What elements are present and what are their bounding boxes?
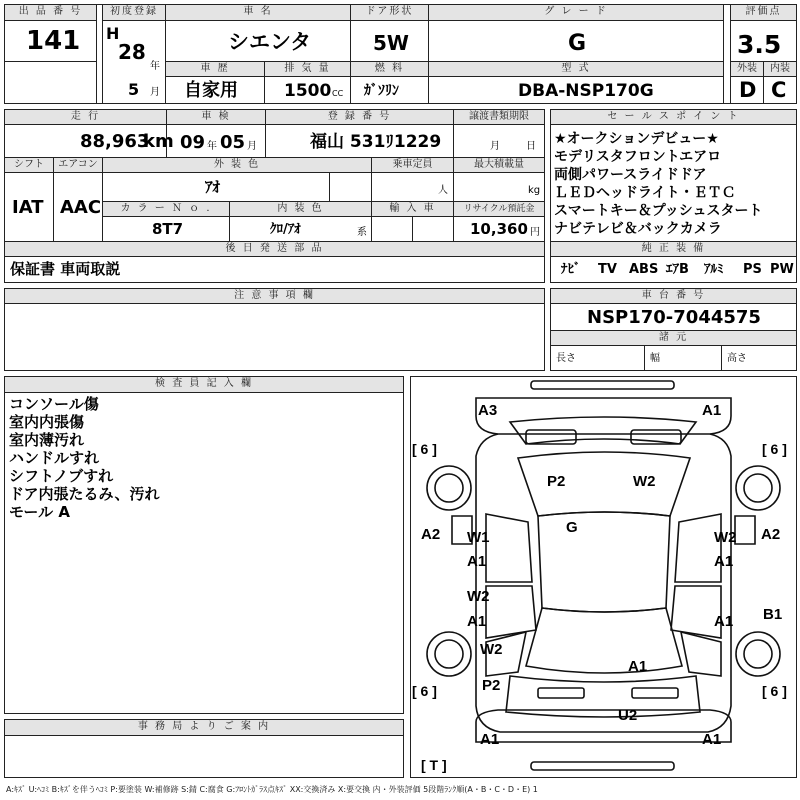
mark-a1-left-front: A1 xyxy=(467,553,487,570)
mark-a2-left-fender: A2 xyxy=(421,526,441,543)
taillight-right xyxy=(632,688,678,698)
tire-rear-right xyxy=(736,632,780,676)
mark-a3: A3 xyxy=(478,402,498,419)
type-code: DBA-NSP170G xyxy=(518,81,654,101)
mileage-value: 88,963 xyxy=(80,131,150,152)
history-header: 車 歴 xyxy=(165,61,265,77)
mark-a1-rear-right: A1 xyxy=(702,731,722,748)
color-no-header: カ ラ ー Ｎ ｏ . xyxy=(102,201,230,217)
model-header: 車 名 xyxy=(165,4,351,21)
color-no-value: 8T7 xyxy=(152,220,184,238)
fuel-header: 燃 料 xyxy=(350,61,429,77)
mark-w2-left-quarter: W2 xyxy=(480,641,503,658)
tire-rear-left-inner xyxy=(435,640,463,668)
windshield xyxy=(518,452,690,516)
body-outline xyxy=(476,434,734,732)
inspector-line-0: コンソール傷 xyxy=(9,395,99,413)
transfer-header: 譲渡書類期限 xyxy=(453,109,545,125)
displacement-value: 1500 xyxy=(284,81,332,101)
era-label: H xyxy=(106,24,120,43)
equip-tv: TV xyxy=(598,262,617,277)
mark-u2-rear: U2 xyxy=(618,707,638,724)
mark-g-windshield: G xyxy=(566,519,578,536)
equip-header: 純 正 装 備 xyxy=(550,241,797,257)
model-name: シエンタ xyxy=(228,30,312,54)
tire-rear-left xyxy=(427,632,471,676)
score-header: 評価点 xyxy=(730,4,797,21)
lot-no-header: 出 品 番 号 xyxy=(4,4,97,21)
equip-abs: ABS xyxy=(629,262,659,277)
transfer-day: 日 xyxy=(526,141,536,152)
sales-point-5: ナビテレビ＆バックカメラ xyxy=(554,221,722,237)
sales-point-2: 両側パワースライドドア xyxy=(554,167,707,183)
right-mirror xyxy=(735,516,755,544)
doors-header: ドア形状 xyxy=(350,4,429,21)
equip-alloy: ｱﾙﾐ xyxy=(704,262,724,277)
left-rear-door xyxy=(486,586,536,638)
mark-w1-left-front: W1 xyxy=(467,529,490,546)
int-grade-header: 内装 xyxy=(763,61,797,77)
tire-tread-spare: [ T ] xyxy=(421,757,447,773)
insp-month-unit: 月 xyxy=(247,141,257,152)
mileage-unit: km xyxy=(143,131,174,152)
shift-header: シフト xyxy=(4,157,54,173)
tire-tread-front-right: [ 6 ] xyxy=(762,441,787,457)
type-header: 型 式 xyxy=(428,61,724,77)
reg-year-unit: 年 xyxy=(150,61,160,72)
rear-bumper xyxy=(476,710,731,742)
sales-point-header: セ ー ル ス ポ イ ン ト xyxy=(550,109,797,125)
office-header: 事 務 局 よ り ご 案 内 xyxy=(4,719,404,736)
ext-grade-value: D xyxy=(739,78,757,102)
mark-p2-rear: P2 xyxy=(482,677,501,694)
mark-a1-rear-left: A1 xyxy=(480,731,500,748)
width-label: 幅 xyxy=(650,353,660,364)
equip-navi: ﾅﾋﾞ xyxy=(561,262,581,277)
equip-pw: PW xyxy=(770,262,794,277)
color-header: 外 装 色 xyxy=(102,157,372,173)
grade-header: グ レ ー ド xyxy=(428,4,724,21)
mark-a1-right-front: A1 xyxy=(714,553,734,570)
mark-p2-hood: P2 xyxy=(547,473,566,490)
capacity-header: 乗車定員 xyxy=(371,157,454,173)
mileage-header: 走 行 xyxy=(4,109,167,125)
import-box-2 xyxy=(412,216,454,242)
tire-tread-rear-right: [ 6 ] xyxy=(762,683,787,699)
recycle-header: リサイクル預託金 xyxy=(453,201,545,217)
inspector-line-6: モール A xyxy=(9,503,70,521)
taillight-left xyxy=(538,688,584,698)
sales-point-4: スマートキー＆プッシュスタート xyxy=(554,203,763,219)
tire-tread-rear-left: [ 6 ] xyxy=(412,683,437,699)
damage-legend: A:ｷｽﾞ U:ﾍｺﾐ B:ｷｽﾞを伴うﾍｺﾐ P:要塗装 W:補修跡 S:錆 C:腐食 G:ﾌﾛﾝﾄｶﾞﾗｽ点ｷｽﾞ XX:交換済み X:要交換 内・外装評価 5段階ﾗﾝｸ順(A・B・C・D・E) 1 xyxy=(6,785,538,794)
ac-value: AAC xyxy=(60,197,102,218)
inspector-line-4: シフトノブすれ xyxy=(9,467,114,485)
reg-year: 28 xyxy=(118,40,146,64)
mark-a1-front-right: A1 xyxy=(702,402,722,419)
recycle-unit: 円 xyxy=(530,227,540,238)
mark-w2-hood: W2 xyxy=(633,473,656,490)
ac-header: エアコン xyxy=(53,157,103,173)
insp-year-unit: 年 xyxy=(207,141,217,152)
import-box xyxy=(371,216,413,242)
tire-rear-right-inner xyxy=(744,640,772,668)
first-reg-header: 初度登録 xyxy=(102,4,166,21)
mark-w2-left-rear: W2 xyxy=(467,588,490,605)
lot-no-empty xyxy=(4,61,97,104)
load-unit: kg xyxy=(528,185,541,196)
import-header: 輸 入 車 xyxy=(371,201,454,217)
roof xyxy=(538,512,670,612)
recycle-value: 10,360 xyxy=(470,220,528,238)
sales-point-1: モデリスタフロントエアロ xyxy=(554,149,722,165)
inspector-line-2: 室内薄汚れ xyxy=(9,431,85,449)
chassis-header: 車 台 番 号 xyxy=(550,288,797,304)
inspector-line-3: ハンドルすれ xyxy=(9,449,100,467)
right-quarter xyxy=(681,632,721,676)
tire-front-left xyxy=(427,466,471,510)
plate-header: 登 録 番 号 xyxy=(265,109,454,125)
interior-header: 内 装 色 xyxy=(229,201,372,217)
inspection-header: 車 検 xyxy=(166,109,266,125)
car-diagram xyxy=(410,376,797,778)
insp-year: 09 xyxy=(180,132,206,153)
length-label: 長さ xyxy=(556,353,576,364)
tire-front-right xyxy=(736,466,780,510)
history-value: 自家用 xyxy=(184,80,238,101)
tire-front-left-inner xyxy=(435,474,463,502)
mark-b1-right-quarter: B1 xyxy=(763,606,783,623)
equip-ps: PS xyxy=(743,262,762,277)
tire-tread-front-left: [ 6 ] xyxy=(412,441,437,457)
right-front-door xyxy=(675,514,721,582)
int-grade-value: C xyxy=(771,78,787,102)
score-value: 3.5 xyxy=(737,30,782,59)
ext-grade-header: 外装 xyxy=(730,61,764,77)
left-front-door xyxy=(486,514,532,582)
capacity-unit: 人 xyxy=(438,185,448,196)
dims-header: 諸 元 xyxy=(550,330,797,346)
chassis-value: NSP170-7044575 xyxy=(587,307,761,328)
equip-airbag: ｴｱB xyxy=(666,262,689,277)
cc-unit: CC xyxy=(332,89,344,98)
notes-header: 注 意 事 項 欄 xyxy=(4,288,545,304)
mark-a1-rear-gate: A1 xyxy=(628,658,648,675)
doors-value: 5W xyxy=(373,31,409,55)
lot-number: 141 xyxy=(26,26,81,56)
shift-value: IAT xyxy=(12,197,44,218)
tire-front-right-inner xyxy=(744,474,772,502)
notes-box xyxy=(4,303,545,371)
sales-point-0: ★オークションデビュー★ xyxy=(554,131,719,147)
height-label: 高さ xyxy=(727,353,747,364)
inspector-line-1: 室内内張傷 xyxy=(9,413,85,431)
transfer-month: 月 xyxy=(490,141,500,152)
grade-value: G xyxy=(568,31,587,56)
inspector-header: 検 査 員 記 入 欄 xyxy=(4,376,404,393)
mark-a1-left-rear: A1 xyxy=(467,613,487,630)
later-parts-header: 後 日 発 送 部 品 xyxy=(4,241,545,257)
insp-month: 05 xyxy=(220,132,246,153)
right-rear-door xyxy=(671,586,721,638)
color-value: ｱｵ xyxy=(205,178,221,196)
load-header: 最大積載量 xyxy=(453,157,545,173)
mark-a2-right-fender: A2 xyxy=(761,526,781,543)
office-box xyxy=(4,735,404,778)
interior-suffix: 系 xyxy=(357,227,367,238)
later-parts-value: 保証書 車両取説 xyxy=(10,260,121,278)
sales-point-3: ＬＥＤヘッドライト・ＥＴＣ xyxy=(554,185,736,201)
fuel-value: ｶﾞｿﾘﾝ xyxy=(364,83,399,99)
displacement-header: 排 気 量 xyxy=(264,61,351,77)
rear-bumper-strip xyxy=(531,762,674,770)
mark-a1-right-rear: A1 xyxy=(714,613,734,630)
reg-month-unit: 月 xyxy=(150,87,160,98)
reg-month: 5 xyxy=(128,80,140,99)
front-bumper-strip xyxy=(531,381,674,389)
mark-w2-right-front: W2 xyxy=(714,529,737,546)
interior-value: ｸﾛ/ｱｵ xyxy=(270,222,301,237)
rear-gate xyxy=(506,676,700,717)
rear-window xyxy=(526,608,682,673)
plate-value: 福山 531ﾘ1229 xyxy=(310,132,442,152)
color-extra-box xyxy=(329,172,372,202)
inspector-line-5: ドア内張たるみ、汚れ xyxy=(9,485,160,503)
